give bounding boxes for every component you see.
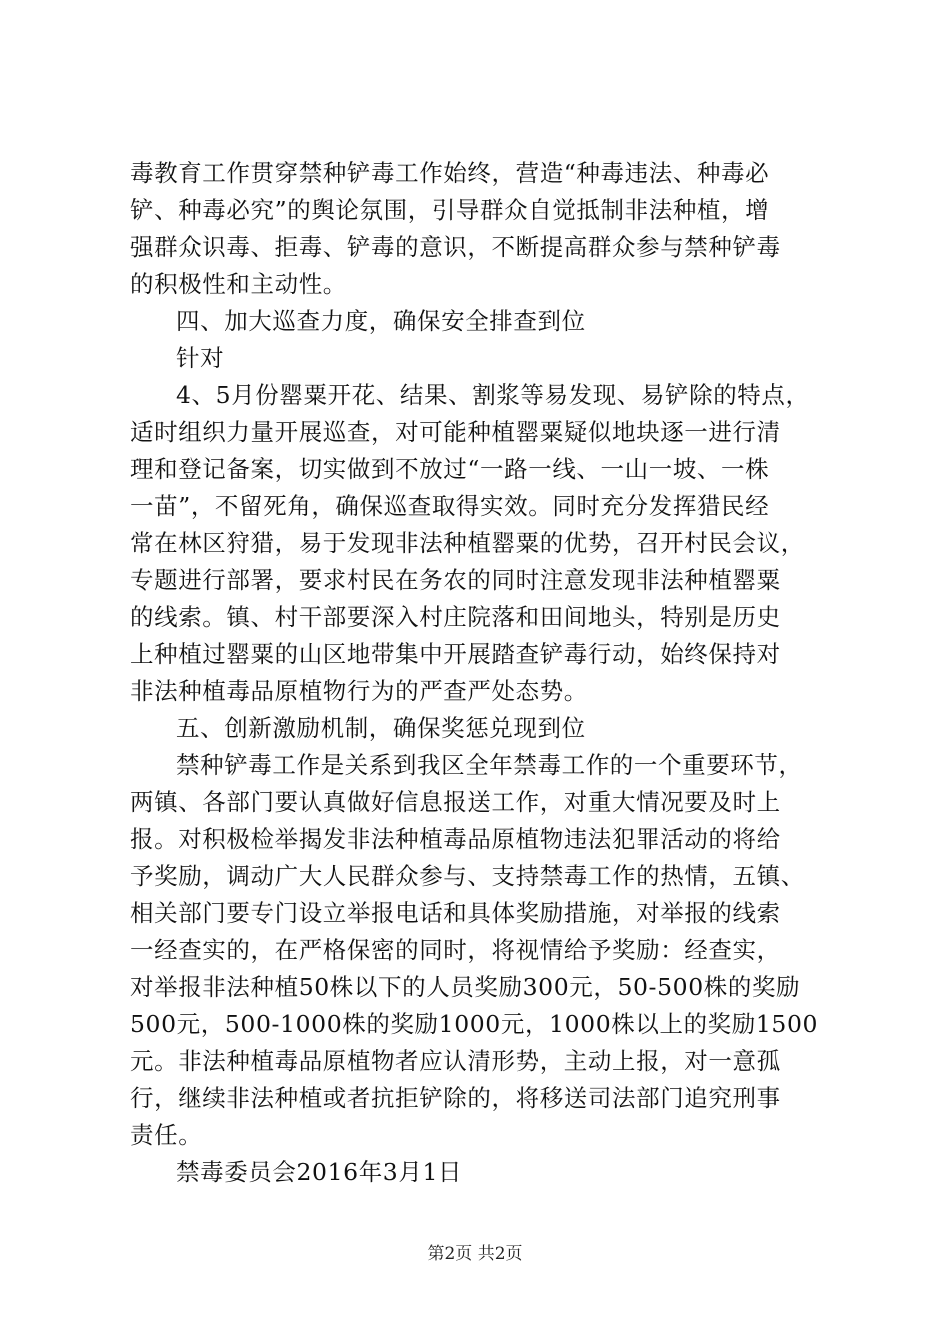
text-line: 予奖励，调动广大人民群众参与、支持禁毒工作的热情，五镇、 — [130, 862, 805, 890]
text-line: 禁种铲毒工作是关系到我区全年禁毒工作的一个重要环节， — [176, 751, 803, 779]
text-line: 对举报非法种植50株以下的人员奖励300元，50-500株的奖励 — [130, 973, 801, 1001]
document-body — [130, 155, 830, 1191]
text-line: 500元，500-1000株的奖励1000元，1000株以上的奖励1500 — [130, 1010, 819, 1038]
text-line: 一苗”，不留死角，确保巡查取得实效。同时充分发挥猎民经 — [130, 492, 770, 520]
page-number-footer: 第2页 共2页 — [427, 1244, 523, 1264]
text-line: 报。对积极检举揭发非法种植毒品原植物违法犯罪活动的将给 — [130, 825, 781, 853]
text-line: 行，继续非法种植或者抗拒铲除的，将移送司法部门追究刑事 — [130, 1084, 781, 1112]
section-heading: 四、加大巡查力度，确保安全排查到位 — [176, 307, 586, 335]
signature-date: 禁毒委员会2016年3月1日 — [176, 1158, 463, 1186]
text-line: 常在林区狩猎，易于发现非法种植罂粟的优势，召开村民会议， — [130, 529, 805, 557]
text-line: 理和登记备案，切实做到不放过“一路一线、一山一坡、一株 — [130, 455, 770, 483]
text-line: 毒教育工作贯穿禁种铲毒工作始终，营造“种毒违法、种毒必 — [130, 159, 770, 187]
text-line: 针对 — [176, 344, 225, 372]
text-line: 铲、种毒必究”的舆论氛围，引导群众自觉抵制非法种植，增 — [130, 196, 770, 224]
text-line: 4、5月份罂粟开花、结果、割浆等易发现、易铲除的特点， — [176, 381, 810, 409]
text-line: 相关部门要专门设立举报电话和具体奖励措施，对举报的线索 — [130, 899, 781, 927]
text-line: 的线索。镇、村干部要深入村庄院落和田间地头，特别是历史 — [130, 603, 781, 631]
text-line: 非法种植毒品原植物行为的严查严处态势。 — [130, 677, 588, 705]
text-line: 元。非法种植毒品原植物者应认清形势，主动上报，对一意孤 — [130, 1047, 781, 1075]
text-line: 适时组织力量开展巡查，对可能种植罂粟疑似地块逐一进行清 — [130, 418, 781, 446]
text-line: 的积极性和主动性。 — [130, 270, 347, 298]
text-line: 强群众识毒、拒毒、铲毒的意识，不断提高群众参与禁种铲毒 — [130, 233, 781, 261]
text-line: 责任。 — [130, 1121, 203, 1149]
text-line: 两镇、各部门要认真做好信息报送工作，对重大情况要及时上 — [130, 788, 781, 816]
text-line: 专题进行部署，要求村民在务农的同时注意发现非法种植罂粟 — [130, 566, 781, 594]
text-line: 一经查实的，在严格保密的同时，将视情给予奖励：经查实， — [130, 936, 781, 964]
text-line: 上种植过罂粟的山区地带集中开展踏查铲毒行动，始终保持对 — [130, 640, 781, 668]
section-heading: 五、创新激励机制，确保奖惩兑现到位 — [176, 714, 586, 742]
